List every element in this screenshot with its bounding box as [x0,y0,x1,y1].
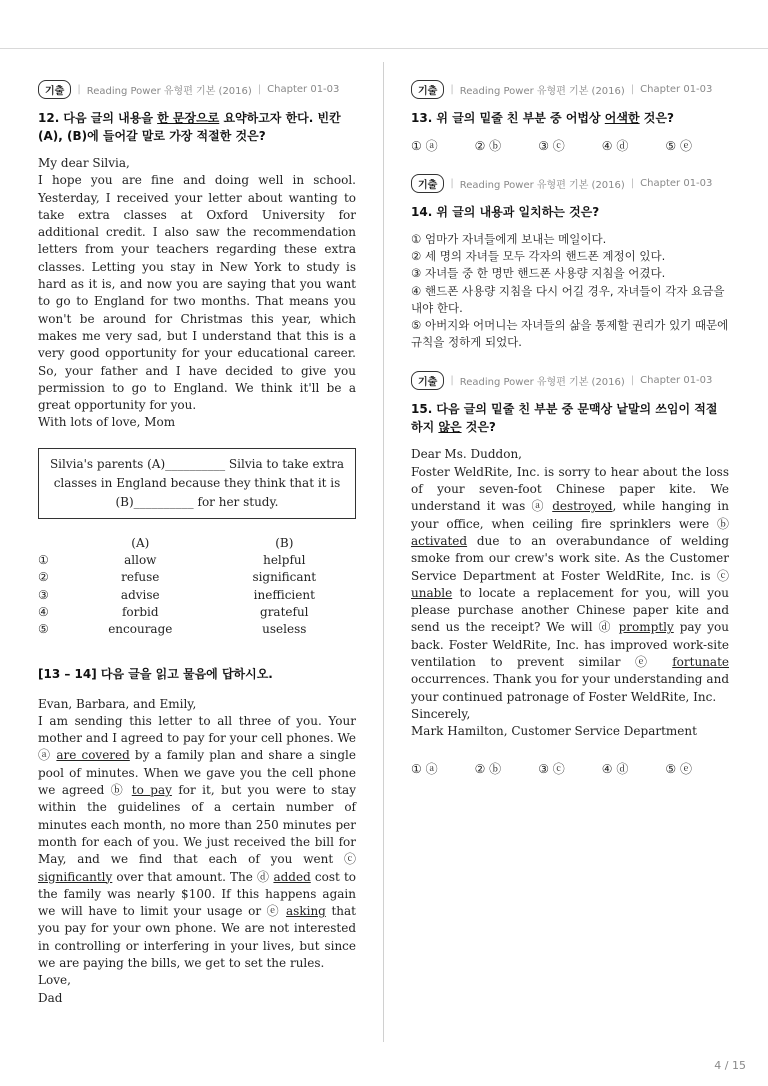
option-3[interactable]: ③ ⓒ [538,762,565,777]
underline-b: to pay [131,783,172,798]
summary-box: Silvia's parents (A)__________ Silvia to take extra classes in England because they think that it is (B)__________ for her study. [38,448,356,519]
source-line-q15: 기출 | Reading Power 유형편 기본 (2016) | Chapter 01-03 [411,371,729,390]
column-divider [383,62,384,1042]
choice-row[interactable]: ③ advise inefficient [38,587,315,602]
underline-b: activated [411,533,468,548]
header-rule [0,48,768,49]
q15-options [411,760,729,777]
option-3[interactable]: ③ ⓒ [538,139,565,153]
underline-e: fortunate [672,654,729,669]
section-heading-13-14: [13 – 14] 다음 글을 읽고 물음에 답하시오. [38,666,273,681]
kite-letter-passage: Dear Ms. Duddon, Foster WeldRite, Inc. is sorry to hear about the loss of your seven-foot Chinese paper kite. We understand it was ⓐ destroyed, while hanging in your office, when ceiling fire sprinklers were ⓑ activated due to an overabundance of welding smoke from our crew's work site. As the Customer Service Department at Foster WeldRite, Inc. is ⓒ unable to locate a replacement for you, will you please purchase another Chinese paper kite and send us the receipt? We will ⓓ promptly pay you back. Foster WeldRite, Inc. has improved work-site ventilation to prevent similar ⓔ fortunate occurrences. Thank you for your understanding and your continued patronage of Foster WeldRite, Inc. Sincerely, Mark Hamilton, Customer Service Department [411,447,729,739]
choice-row[interactable]: ⑤ encourage useless [38,622,307,637]
question-13: 13. 위 글의 밑줄 친 부분 중 어법상 어색한 것은? [411,111,674,125]
option-4[interactable]: ④ 핸드폰 사용량 지침을 다시 어길 경우, 자녀들이 각자 요금을 내야 한다. [411,283,725,315]
choices-header: (A) (B) [131,535,294,550]
question-15: 15. 다음 글의 밑줄 친 부분 중 문맥상 낱말의 쓰임이 적절하지 않은 것은? [411,402,718,435]
underline-c: unable [411,585,453,600]
underline-d: added [273,869,311,884]
option-2[interactable]: ② 세 명의 자녀들 모두 각자의 핸드폰 계정이 있다. [411,249,666,264]
q13-options [411,137,729,154]
answer-choices-table [38,535,356,639]
underline-c: significantly [38,869,113,884]
left-column [38,80,356,1007]
option-2[interactable]: ② ⓑ [474,762,502,777]
option-1[interactable]: ① 엄마가 자녀들에게 보내는 메일이다. [411,232,607,246]
source-chapter: Chapter 01-03 [267,84,340,95]
exam-tag: 기출 [411,174,444,193]
option-5[interactable]: ⑤ ⓔ [665,139,692,153]
exam-tag: 기출 [411,371,444,390]
source-line-q12: 기출 | Reading Power 유형편 기본 (2016) | Chapter 01-03 [38,80,356,99]
choice-row[interactable]: ① allow helpful [38,553,306,568]
choice-row[interactable]: ④ forbid grateful [38,604,309,619]
right-column [411,80,729,797]
exam-tag: 기출 [38,80,71,99]
option-5[interactable]: ⑤ 아버지와 어머니는 자녀들의 삶을 통제할 권리가 있기 때문에 규칙을 정하게 되었다. [411,318,729,350]
q14-options [411,231,729,351]
question-12: 12. 다음 글의 내용을 한 문장으로 요약하고자 한다. 빈칸 (A), (B)에 들어갈 말로 가장 적절한 것은? [38,111,341,143]
choice-row[interactable]: ② refuse significant [38,570,317,585]
page-number: 4 / 15 [714,1059,746,1072]
option-3[interactable]: ③ 자녀들 중 한 명만 핸드폰 사용량 지침을 어겼다. [411,266,666,281]
underline-a: are covered [56,748,130,763]
option-2[interactable]: ② ⓑ [474,139,502,153]
underline-d: promptly [618,620,674,635]
source-line-q13: 기출 | Reading Power 유형편 기본 (2016) | Chapter 01-03 [411,80,729,99]
option-4[interactable]: ④ ⓓ [601,762,629,777]
source-book: Reading Power 유형편 기본 (2016) [86,86,252,97]
dad-letter-passage: Evan, Barbara, and Emily, I am sending this letter to all three of you. Your mother and I agreed to pay for your cell phones. We ⓐ are covered by a family plan and share a single pool of minutes. When we gave you the cell phone we agreed ⓑ to pay for it, but you were to stay within the guidelines of a certain number of minutes each month, no more than 250 minutes per month for each of you. We just received the bill for May, and we find that each of you went ⓒ significantly over that amount. The ⓓ added cost to the family was nearly $100. If this happens again we will have to limit your usage or ⓔ asking that you pay for your own phone. We are not interested in controlling or interfering in your lives, but since we are paying the bills, we get to set the rules. Love, Dad [38,696,356,1005]
option-4[interactable]: ④ ⓓ [601,139,629,153]
underline-a: destroyed [552,499,613,514]
underline-e: asking [286,904,326,919]
source-line-q14: 기출 | Reading Power 유형편 기본 (2016) | Chapter 01-03 [411,174,729,193]
letter-passage: My dear Silvia, I hope you are fine and doing well in school. Yesterday, I received your letter about wanting to take extra classes at Oxford University for additional credit. I also saw the recommendation letters from your teachers regarding these extra classes. Letting you stay in New York to study is hard as it is, and now you are saying that you want to go to England for two months. That means you won't be around for Christmas this year, which makes me very sad, but I understand that this is a very good opportunity for your educational career. So, your father and I have decided to give you permission to go to England. We think it'll be a great opportunity for you. With lots of love, Mom [38,156,356,430]
question-14: 14. 위 글의 내용과 일치하는 것은? [411,205,600,219]
option-1[interactable]: ① ⓐ [411,139,438,153]
option-1[interactable]: ① ⓐ [411,762,438,777]
exam-tag: 기출 [411,80,444,99]
option-5[interactable]: ⑤ ⓔ [665,762,692,777]
